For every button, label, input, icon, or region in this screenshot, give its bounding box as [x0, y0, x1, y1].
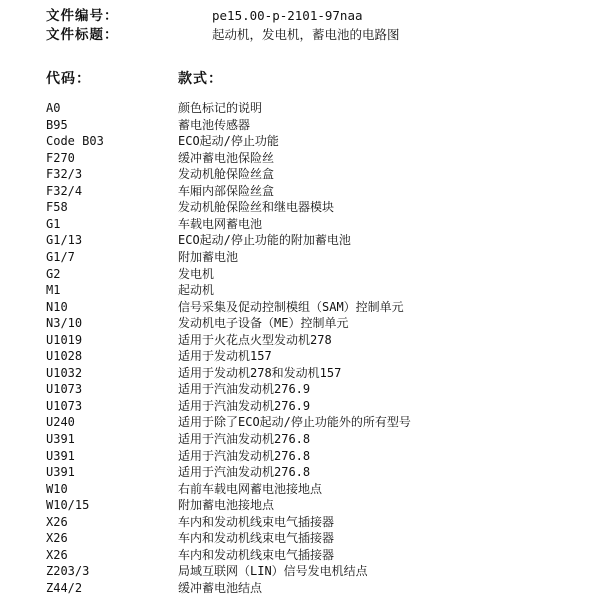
table-row [46, 232, 586, 249]
table-row [46, 266, 586, 283]
row-code: A0 [46, 101, 61, 115]
table-row [46, 414, 586, 431]
doc-title-label: 文件标题： [46, 27, 119, 43]
row-description: 右前车载电网蓄电池接地点 [178, 481, 323, 496]
table-row [46, 117, 586, 134]
row-code: U1028 [46, 349, 83, 364]
code-column-header: 代码： [46, 71, 91, 87]
row-code: X26 [46, 531, 68, 546]
row-description: 发电机 [178, 266, 215, 281]
row-description: 发动机电子设备（ME）控制单元 [178, 316, 349, 331]
table-row [46, 464, 586, 481]
table-row [46, 580, 586, 597]
row-description: 缓冲蓄电池保险丝 [178, 150, 275, 165]
row-code: U1032 [46, 365, 83, 380]
table-row [46, 249, 586, 266]
table-row [46, 150, 586, 167]
doc-title-row [46, 25, 586, 45]
table-row [46, 315, 586, 332]
row-description: 适用于发动机157 [178, 349, 272, 364]
row-description: 发动机舱保险丝和继电器模块 [178, 200, 335, 215]
row-code: F270 [46, 150, 75, 165]
row-description: ECO起动/停止功能 [178, 134, 279, 149]
row-code: B95 [46, 117, 68, 132]
row-description: 附加蓄电池接地点 [178, 498, 275, 513]
table-row [46, 514, 586, 531]
table-row [46, 530, 586, 547]
row-description: 适用于发动机278和发动机157 [178, 365, 342, 380]
row-code: W10 [46, 481, 68, 496]
row-description: 车载电网蓄电池 [178, 216, 263, 231]
table-row [46, 431, 586, 448]
row-description: 车内和发动机线束电气插接器 [178, 514, 335, 529]
row-description: 信号采集及促动控制模组（SAM）控制单元 [178, 299, 404, 314]
row-code: U391 [46, 432, 75, 446]
row-code: M1 [46, 283, 61, 298]
row-description: 适用于汽油发动机276.8 [178, 432, 311, 446]
table-row [46, 133, 586, 150]
table-row [46, 348, 586, 365]
row-description: 车厢内部保险丝盒 [178, 183, 275, 198]
table-row [46, 299, 586, 316]
row-description: 缓冲蓄电池结点 [178, 580, 263, 595]
table-row [46, 381, 586, 398]
row-description: 发动机舱保险丝盒 [178, 167, 275, 182]
desc-column-header: 款式： [178, 71, 223, 87]
row-code: U1073 [46, 398, 83, 413]
table-row [46, 547, 586, 564]
row-code: G2 [46, 266, 61, 281]
row-description: 局域互联网（LIN）信号发电机结点 [178, 564, 368, 579]
row-code: U240 [46, 415, 75, 430]
table-row [46, 166, 586, 183]
table-row [46, 216, 586, 233]
row-code: X26 [46, 514, 68, 529]
table-row [46, 563, 586, 580]
row-description: ECO起动/停止功能的附加蓄电池 [178, 233, 351, 248]
table-header [46, 68, 586, 90]
row-code: G1/7 [46, 249, 75, 264]
row-description: 适用于火花点火型发动机278 [178, 332, 332, 347]
row-description: 适用于除了ECO起动/停止功能外的所有型号 [178, 415, 411, 430]
table-row [46, 183, 586, 200]
doc-title-value: 起动机，发电机，蓄电池的电路图 [212, 27, 400, 42]
row-description: 颜色标记的说明 [178, 101, 263, 115]
row-code: Code B03 [46, 134, 104, 149]
row-code: Z44/2 [46, 580, 83, 595]
row-code: N10 [46, 299, 68, 314]
row-description: 适用于汽油发动机276.8 [178, 465, 311, 480]
row-description: 适用于汽油发动机276.9 [178, 382, 311, 397]
row-code: G1 [46, 216, 61, 231]
table-row [46, 100, 586, 117]
row-code: W10/15 [46, 498, 90, 513]
row-description: 蓄电池传感器 [178, 117, 251, 132]
table-row [46, 448, 586, 465]
row-description: 车内和发动机线束电气插接器 [178, 531, 335, 546]
table-row [46, 282, 586, 299]
table-row [46, 365, 586, 382]
row-description: 车内和发动机线束电气插接器 [178, 547, 335, 562]
row-code: F32/3 [46, 167, 83, 182]
row-code: F32/4 [46, 183, 83, 198]
row-code: U391 [46, 448, 75, 463]
table-row [46, 199, 586, 216]
table-row [46, 497, 586, 514]
row-code: U391 [46, 465, 75, 480]
row-code: G1/13 [46, 233, 83, 248]
doc-number-row [46, 6, 586, 26]
row-code: X26 [46, 547, 68, 562]
row-code: N3/10 [46, 316, 83, 331]
doc-number-value: pe15.00-p-2101-97naa [212, 8, 363, 23]
row-code: F58 [46, 200, 68, 215]
row-code: Z203/3 [46, 564, 90, 579]
row-description: 起动机 [178, 283, 215, 298]
row-code: U1019 [46, 332, 83, 347]
row-description: 适用于汽油发动机276.8 [178, 448, 311, 463]
row-description: 附加蓄电池 [178, 249, 239, 264]
table-row [46, 332, 586, 349]
doc-number-label: 文件编号： [46, 8, 119, 24]
row-description: 适用于汽油发动机276.9 [178, 398, 311, 413]
table-row [46, 481, 586, 498]
table-row [46, 398, 586, 415]
row-code: U1073 [46, 382, 83, 397]
